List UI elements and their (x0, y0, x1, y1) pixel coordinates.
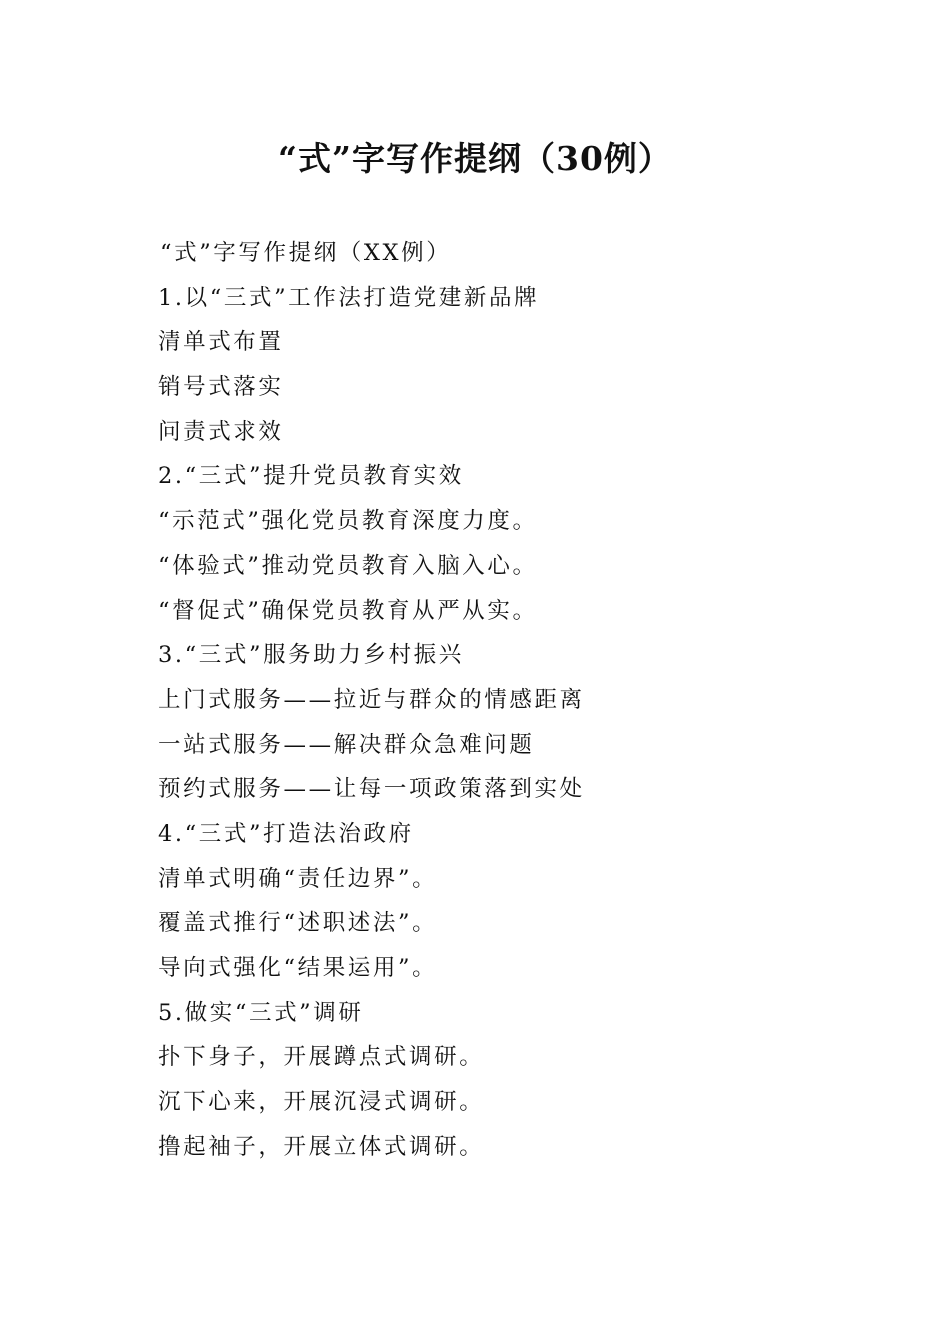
document-title: “式”字写作提纲（30例） (278, 139, 672, 178)
outline-item: 导向式强化“结果运用”。 (158, 955, 438, 981)
outline-item: “体验式”推动党员教育入脑入心。 (158, 552, 538, 579)
document-subtitle: “式”字写作提纲（XX例） (160, 240, 452, 266)
outline-item: 清单式布置 (158, 329, 284, 356)
outline-item: “督促式”确保党员教育从严从实。 (158, 597, 538, 624)
section-heading-3: 3.“三式”服务助力乡村振兴 (158, 642, 464, 669)
outline-item: 沉下心来，开展沉浸式调研。 (158, 1089, 485, 1116)
outline-item: 问责式求效 (158, 418, 284, 445)
outline-item: 清单式明确“责任边界”。 (158, 865, 438, 892)
outline-item: 扑下身子，开展蹲点式调研。 (158, 1044, 485, 1071)
section-heading-2: 2.“三式”提升党员教育实效 (158, 463, 464, 490)
outline-item: “示范式”强化党员教育深度力度。 (158, 508, 538, 535)
outline-item: 一站式服务——解决群众急难问题 (158, 731, 535, 758)
outline-item: 撸起袖子，开展立体式调研。 (158, 1133, 485, 1160)
section-heading-5: 5.做实“三式”调研 (158, 999, 364, 1026)
section-heading-4: 4.“三式”打造法治政府 (158, 820, 414, 847)
outline-item: 销号式落实 (158, 374, 284, 401)
section-heading-1: 1.以“三式”工作法打造党建新品牌 (158, 284, 540, 311)
outline-item: 预约式服务——让每一项政策落到实处 (158, 776, 585, 803)
outline-item: 覆盖式推行“述职述法”。 (158, 910, 438, 937)
document-body (158, 231, 878, 1169)
outline-item: 上门式服务——拉近与群众的情感距离 (158, 686, 585, 713)
